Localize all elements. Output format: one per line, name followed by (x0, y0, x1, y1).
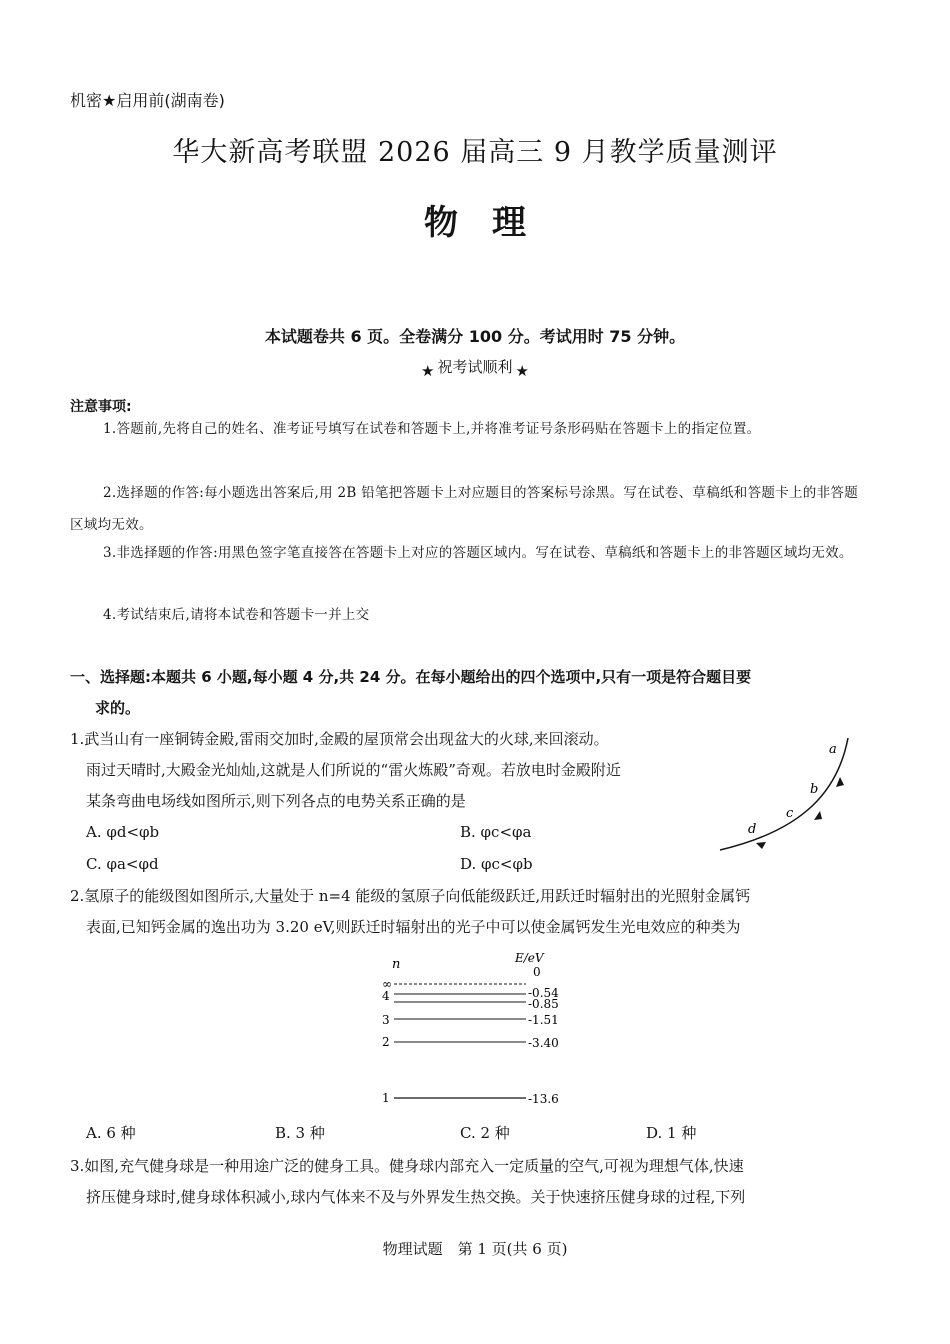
q2-option-d: D. 1 种 (646, 1124, 697, 1142)
q2-option-a: A. 6 种 (86, 1124, 136, 1142)
q1-option-d: D. φc<φb (460, 855, 533, 873)
level-e-4: -0.54 (528, 986, 559, 1000)
section-heading-line1: 一、选择题:本题共 6 小题,每小题 4 分,共 24 分。在每小题给出的四个选项中,只有一项是符合题目要 (70, 668, 752, 686)
level-n-3: 3 (382, 1013, 390, 1027)
q2-line1: 2.氢原子的能级图如图所示,大量处于 n=4 能级的氢原子向低能级跃迁,用跃迁时辐射出的光照射金属钙 (70, 887, 751, 905)
field-arrow-icon (756, 842, 766, 849)
q1-line3: 某条弯曲电场线如图所示,则下列各点的电势关系正确的是 (86, 792, 466, 810)
level-e-3: -1.51 (528, 1013, 559, 1027)
q3-line1: 3.如图,充气健身球是一种用途广泛的健身工具。健身球内部充入一定质量的空气,可视为理想气体,快速 (70, 1157, 744, 1175)
level-n-2: 2 (382, 1035, 390, 1049)
note-item: 2.选择题的作答:每小题选出答案后,用 2B 铅笔把答题卡上对应题目的答案标号涂黑。写在试卷、草稿纸和答题卡上的非答题区域均无效。 (70, 485, 859, 533)
note-item: 1.答题前,先将自己的姓名、准考证号填写在试卷和答题卡上,并将准考证号条形码贴在答题卡上的指定位置。 (103, 421, 761, 437)
notes-heading: 注意事项: (70, 399, 132, 415)
level-e-4b: -0.85 (528, 997, 559, 1011)
q2-line2: 表面,已知钙金属的逸出功为 3.20 eV,则跃迁时辐射出的光子中可以使金属钙发生光电效应的种类为 (86, 918, 741, 936)
exam-info: 本试题卷共 6 页。全卷满分 100 分。考试用时 75 分钟。 (264, 327, 686, 346)
note-item: 4.考试结束后,请将本试卷和答题卡一并上交 (103, 607, 370, 623)
note-item: 3.非选择题的作答:用黑色签字笔直接答在答题卡上对应的答题区域内。写在试卷、草稿纸和答题卡上的非答题区域均无效。 (103, 545, 853, 561)
q2-option-c: C. 2 种 (460, 1124, 510, 1142)
section-heading (70, 662, 860, 724)
field-arrow-icon (814, 811, 822, 820)
star-icon: ★ (515, 362, 529, 380)
point-c-label: c (786, 806, 794, 821)
page-footer: 物理试题 第 1 页(共 6 页) (382, 1240, 568, 1258)
confidential-label: 机密★启用前(湖南卷) (70, 91, 225, 110)
level-n-inf: ∞ (382, 977, 392, 991)
star-icon: ★ (421, 362, 435, 380)
q3-line2: 挤压健身球时,健身球体积减小,球内气体来不及与外界发生热交换。关于快速挤压健身球的过程,下列 (86, 1188, 746, 1206)
q1-line1: 1.武当山有一座铜铸金殿,雷雨交加时,金殿的屋顶常会出现盆大的火球,来回滚动。 (70, 730, 609, 748)
q2-option-b: B. 3 种 (275, 1124, 325, 1142)
field-arrow-icon (836, 777, 844, 787)
point-a-label: a (829, 742, 837, 757)
section-heading-line2: 求的。 (95, 699, 141, 717)
level-e-inf: 0 (533, 965, 541, 979)
good-luck-line (0, 356, 950, 380)
energy-level-diagram (370, 948, 580, 1108)
q1-option-a: A. φd<φb (86, 823, 160, 841)
field-line-diagram (710, 730, 860, 860)
n-axis-label: n (392, 957, 401, 972)
subject-title: 物理 (424, 203, 560, 243)
level-e-1: -13.6 (528, 1092, 559, 1106)
level-n-4: 4 (382, 989, 390, 1003)
energy-axis-label: E/eV (515, 951, 544, 965)
exam-title: 华大新高考联盟 2026 届高三 9 月教学质量测评 (172, 137, 778, 168)
good-luck-text: 祝考试顺利 (437, 358, 513, 376)
q1-option-c: C. φa<φd (86, 855, 159, 873)
level-e-2: -3.40 (528, 1036, 559, 1050)
level-n-1: 1 (382, 1091, 390, 1105)
point-d-label: d (748, 822, 757, 837)
q1-line2: 雨过天晴时,大殿金光灿灿,这就是人们所说的“雷火炼殿”奇观。若放电时金殿附近 (86, 761, 621, 779)
q1-option-b: B. φc<φa (460, 823, 532, 841)
point-b-label: b (810, 782, 819, 797)
